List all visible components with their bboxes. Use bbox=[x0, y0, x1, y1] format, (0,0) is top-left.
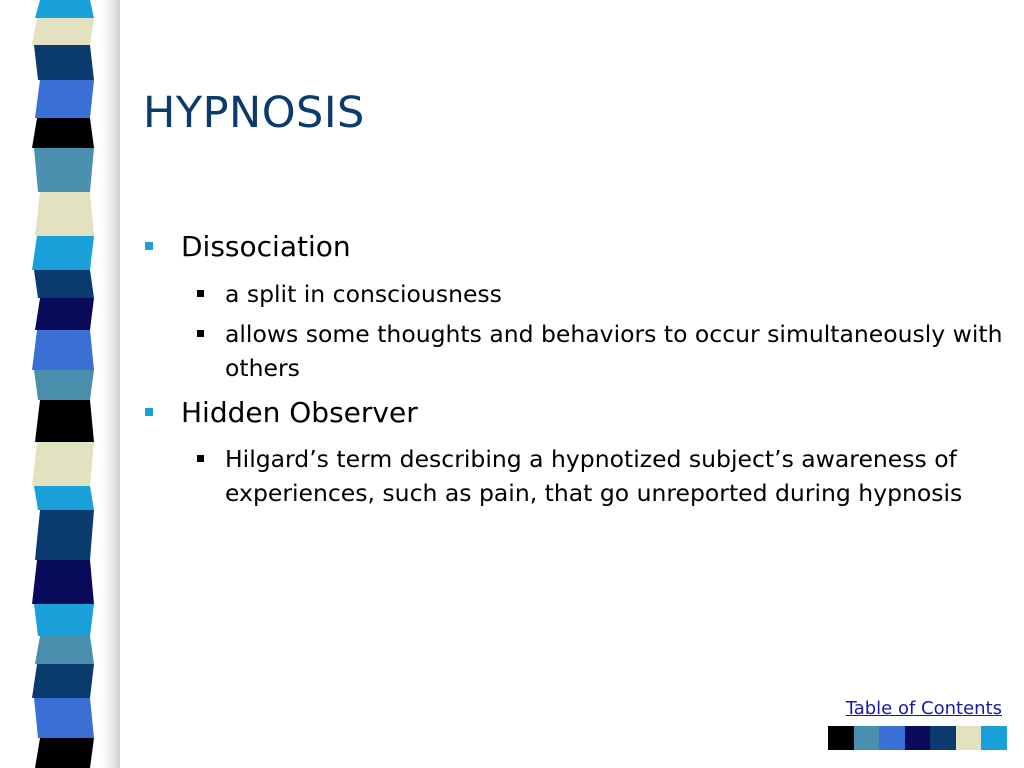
square-bullet-icon bbox=[197, 455, 204, 462]
stripe-block bbox=[34, 486, 94, 510]
color-swatch bbox=[854, 726, 880, 750]
sub-bullet-split bbox=[225, 277, 1005, 311]
square-bullet-icon bbox=[197, 330, 204, 337]
stripe-block bbox=[34, 45, 94, 80]
bullet-dissociation bbox=[181, 230, 351, 264]
decorative-stripe bbox=[0, 0, 120, 768]
stripe-block bbox=[35, 400, 94, 442]
stripe-block bbox=[34, 698, 94, 738]
stripe-block bbox=[32, 330, 94, 370]
bullet-text: Dissociation bbox=[181, 230, 351, 263]
square-bullet-icon bbox=[145, 242, 153, 250]
stripe-block bbox=[35, 192, 94, 236]
sub-bullet-simultaneous bbox=[225, 317, 1005, 385]
stripe-block bbox=[35, 738, 94, 768]
sub-bullet-text: allows some thoughts and behaviors to occur simultaneously with others bbox=[225, 320, 1003, 382]
stripe-block bbox=[34, 270, 94, 298]
slide-title: HYPNOSIS bbox=[143, 88, 365, 138]
square-bullet-icon bbox=[197, 290, 204, 297]
bullet-hidden-observer bbox=[181, 396, 418, 430]
stripe-block bbox=[35, 80, 94, 118]
color-swatch bbox=[956, 726, 982, 750]
color-swatch bbox=[905, 726, 931, 750]
stripe-block bbox=[35, 298, 94, 330]
stripe-block bbox=[35, 0, 94, 18]
color-swatch bbox=[879, 726, 905, 750]
sub-bullet-text: a split in consciousness bbox=[225, 280, 502, 308]
color-swatch bbox=[930, 726, 956, 750]
color-swatch bbox=[828, 726, 854, 750]
square-bullet-icon bbox=[145, 408, 153, 416]
stripe-block bbox=[32, 664, 94, 698]
stripe-block bbox=[34, 604, 94, 636]
stripe-block bbox=[32, 560, 94, 604]
stripe-block bbox=[35, 510, 94, 560]
table-of-contents-link[interactable]: Table of Contents bbox=[845, 698, 1002, 719]
stripe-block bbox=[34, 148, 94, 192]
sub-bullet-text: Hilgard’s term describing a hypnotized subject’s awareness of experiences, such as pain, that go unreported during hypnosis bbox=[225, 445, 963, 507]
stripe-block bbox=[32, 442, 94, 486]
stripe-block bbox=[35, 636, 94, 664]
stripe-block bbox=[32, 18, 94, 45]
stripe-block bbox=[32, 118, 94, 148]
color-swatch-bar bbox=[828, 726, 1007, 750]
stripe-block bbox=[34, 370, 94, 400]
sub-bullet-hilgard bbox=[225, 442, 1005, 510]
bullet-text: Hidden Observer bbox=[181, 396, 418, 429]
stripe-block bbox=[32, 236, 94, 270]
color-swatch bbox=[981, 726, 1007, 750]
